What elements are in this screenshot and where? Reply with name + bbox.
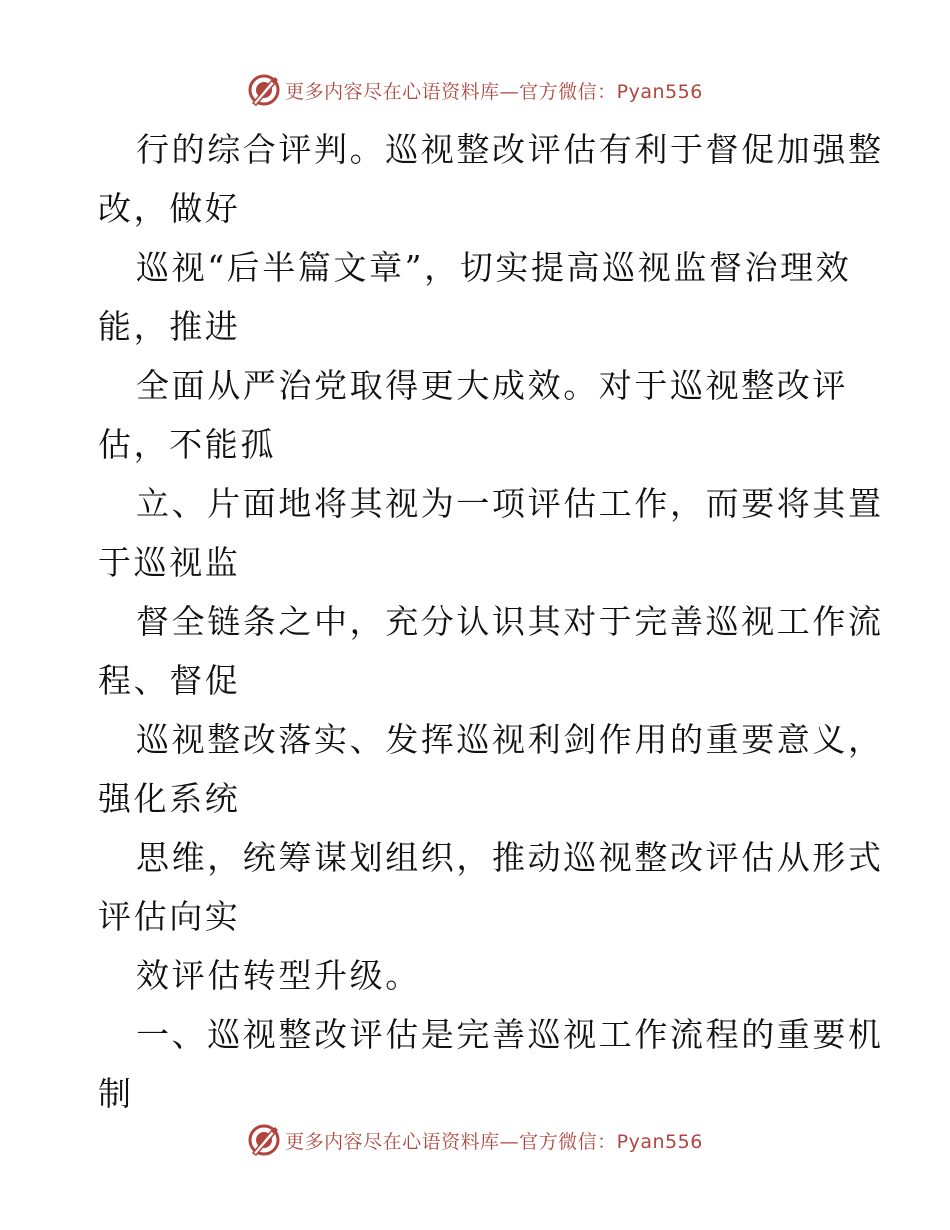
body-line: 立、片面地将其视为一项评估工作，而要将其置 — [136, 484, 884, 523]
body-line: 强化系统 — [98, 779, 241, 818]
footer-banner-text: 更多内容尽在心语资料库—官方微信：Pyan556 — [285, 1130, 703, 1153]
body-line: 巡视整改落实、发挥巡视利剑作用的重要意义， — [136, 720, 884, 759]
pen-logo-icon — [247, 1123, 281, 1157]
header-banner — [0, 70, 950, 110]
body-line: 能，推进 — [98, 307, 241, 346]
document-body — [98, 120, 884, 1123]
body-line: 效评估转型升级。 — [136, 956, 421, 995]
body-line: 于巡视监 — [98, 543, 241, 582]
body-line: 评估向实 — [98, 897, 241, 936]
section-heading: 一、巡视整改评估是完善巡视工作流程的重要机 — [136, 1015, 884, 1054]
footer-banner — [0, 1120, 950, 1160]
body-line: 行的综合评判。巡视整改评估有利于督促加强整 — [136, 130, 884, 169]
pen-logo-icon — [247, 73, 281, 107]
header-banner-text: 更多内容尽在心语资料库—官方微信：Pyan556 — [285, 80, 703, 103]
body-line: 巡视“后半篇文章”，切实提高巡视监督治理效 — [136, 248, 852, 287]
footer-wechat-id: Pyan556 — [616, 1130, 703, 1153]
body-line: 估，不能孤 — [98, 425, 276, 464]
body-line: 程、督促 — [98, 661, 241, 700]
body-line: 思维，统筹谋划组织，推动巡视整改评估从形式 — [136, 838, 884, 877]
header-wechat-id: Pyan556 — [616, 80, 703, 103]
body-line: 全面从严治党取得更大成效。对于巡视整改评 — [136, 366, 848, 405]
body-line: 制 — [98, 1074, 134, 1113]
body-line: 改，做好 — [98, 189, 241, 228]
body-line: 督全链条之中，充分认识其对于完善巡视工作流 — [136, 602, 884, 641]
